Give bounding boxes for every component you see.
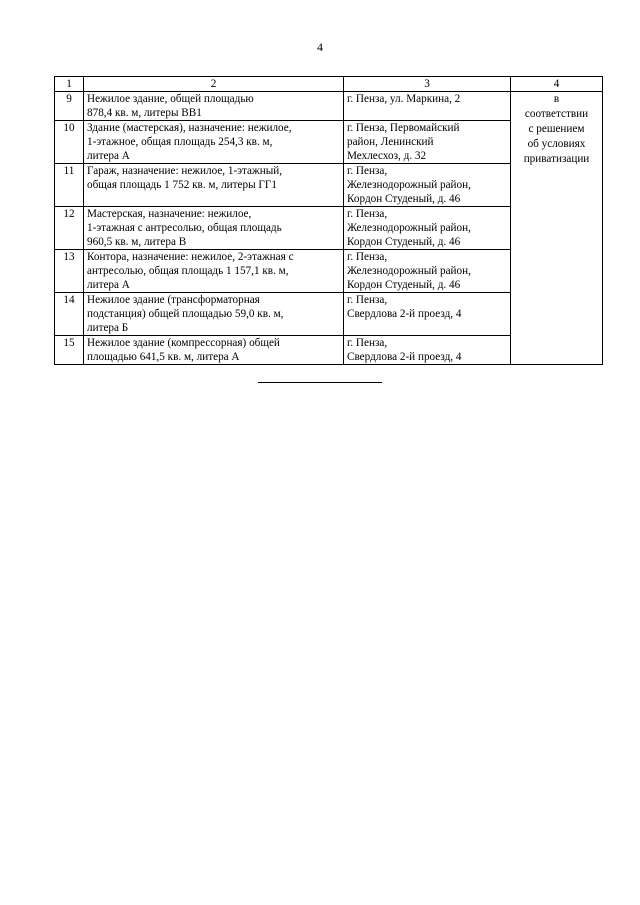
- address-line: Железнодорожный район,: [347, 179, 471, 191]
- address-line: г. Пенза,: [347, 165, 388, 177]
- address-line: Кордон Студеный, д. 46: [347, 236, 461, 248]
- condition-line: с решением: [528, 123, 585, 135]
- end-of-table-rule: [258, 382, 382, 383]
- row-number: 15: [55, 336, 84, 365]
- row-number: 13: [55, 250, 84, 293]
- address-line: Железнодорожный район,: [347, 265, 471, 277]
- description-line: Нежилое здание (трансформаторная: [87, 294, 260, 306]
- address-line: Мехлесхоз, д. 32: [347, 150, 427, 162]
- address-line: Свердлова 2-й проезд, 4: [347, 351, 462, 363]
- description-line: 1-этажная с антресолью, общая площадь: [87, 222, 282, 234]
- address-line: Кордон Студеный, д. 46: [347, 279, 461, 291]
- property-description: [84, 293, 344, 336]
- property-description: [84, 336, 344, 365]
- column-header: 2: [84, 77, 344, 92]
- address-line: Кордон Студеный, д. 46: [347, 193, 461, 205]
- condition-line: приватизации: [523, 153, 590, 165]
- description-line: Здание (мастерская), назначение: нежилое,: [87, 122, 292, 134]
- privatization-condition: [511, 92, 603, 365]
- table-row: [55, 92, 603, 121]
- description-line: 960,5 кв. м, литера В: [87, 236, 187, 248]
- column-header: 3: [344, 77, 511, 92]
- description-line: Контора, назначение: нежилое, 2-этажная с: [87, 251, 294, 263]
- property-address: [344, 121, 511, 164]
- description-line: литера Б: [87, 322, 129, 334]
- address-line: г. Пенза,: [347, 251, 388, 263]
- address-line: г. Пенза,: [347, 337, 388, 349]
- description-line: общая площадь 1 752 кв. м, литеры ГГ1: [87, 179, 277, 191]
- address-line: Железнодорожный район,: [347, 222, 471, 234]
- description-line: площадью 641,5 кв. м, литера А: [87, 351, 240, 363]
- row-number: 10: [55, 121, 84, 164]
- condition-line: об условиях: [527, 138, 586, 150]
- description-line: Гараж, назначение: нежилое, 1-этажный,: [87, 165, 283, 177]
- property-description: [84, 250, 344, 293]
- address-line: г. Пенза, ул. Маркина, 2: [347, 93, 461, 105]
- column-header: 1: [55, 77, 84, 92]
- property-description: [84, 121, 344, 164]
- column-header: 4: [511, 77, 603, 92]
- description-line: Мастерская, назначение: нежилое,: [87, 208, 252, 220]
- property-address: [344, 336, 511, 365]
- property-address: [344, 207, 511, 250]
- table-header-row: [55, 77, 603, 92]
- property-address: [344, 293, 511, 336]
- property-table: [54, 76, 603, 365]
- row-number: 9: [55, 92, 84, 121]
- address-line: Свердлова 2-й проезд, 4: [347, 308, 462, 320]
- description-line: 1-этажное, общая площадь 254,3 кв. м,: [87, 136, 273, 148]
- description-line: Нежилое здание (компрессорная) общей: [87, 337, 280, 349]
- description-line: 878,4 кв. м, литеры ВВ1: [87, 107, 202, 119]
- property-description: [84, 92, 344, 121]
- address-line: район, Ленинский: [347, 136, 434, 148]
- row-number: 12: [55, 207, 84, 250]
- property-address: [344, 250, 511, 293]
- description-line: антресолью, общая площадь 1 157,1 кв. м,: [87, 265, 289, 277]
- description-line: Нежилое здание, общей площадью: [87, 93, 254, 105]
- description-line: литера А: [87, 150, 130, 162]
- page-number: 4: [317, 40, 323, 54]
- description-line: подстанция) общей площадью 59,0 кв. м,: [87, 308, 284, 320]
- row-number: 14: [55, 293, 84, 336]
- description-line: литера А: [87, 279, 130, 291]
- condition-line: в: [553, 93, 560, 105]
- address-line: г. Пенза,: [347, 208, 388, 220]
- property-address: [344, 92, 511, 121]
- address-line: г. Пенза, Первомайский: [347, 122, 460, 134]
- property-description: [84, 164, 344, 207]
- condition-line: соответствии: [524, 108, 589, 120]
- property-description: [84, 207, 344, 250]
- row-number: 11: [55, 164, 84, 207]
- address-line: г. Пенза,: [347, 294, 388, 306]
- property-address: [344, 164, 511, 207]
